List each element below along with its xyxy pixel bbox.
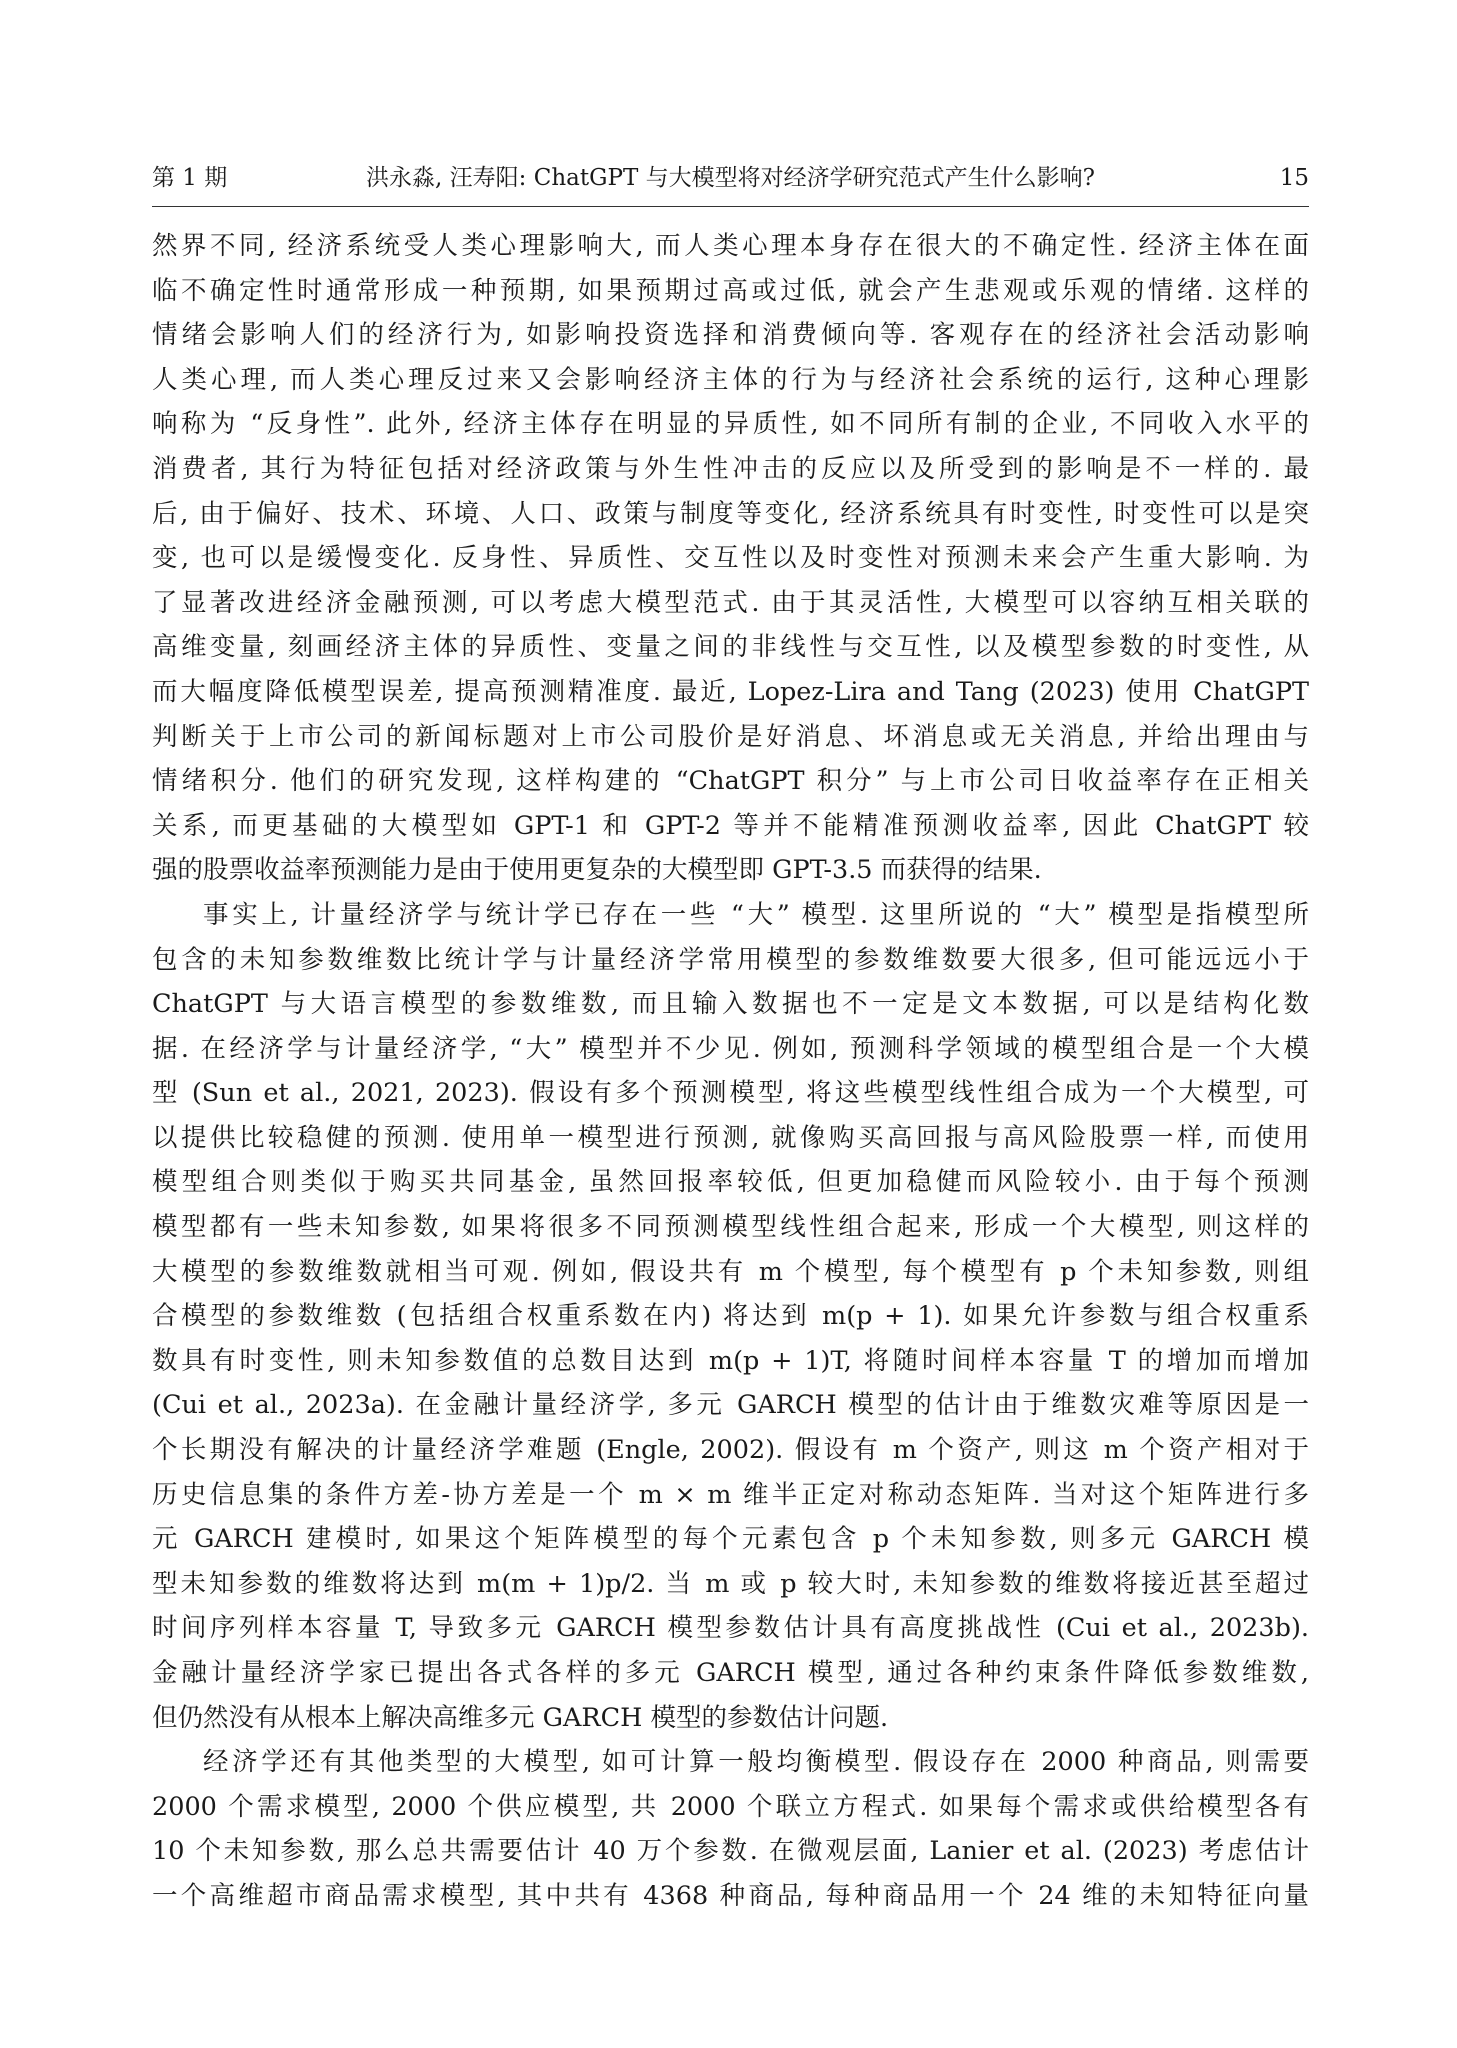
paragraph [152,224,1309,893]
header-rule [152,206,1309,207]
text-line: 然界不同, 经济系统受人类心理影响大, 而人类心理本身存在很大的不确定性. 经济主体在面 [152,231,1309,261]
text-line: 模型都有一些未知参数, 如果将很多不同预测模型线性组合起来, 形成一个大模型, 则这样的 [152,1212,1309,1243]
text-line: 事实上, 计量经济学与统计学已存在一些 “大” 模型. 这里所说的 “大” 模型是指模型所 [203,899,1309,930]
text-line: 型未知参数的维数将达到 m(m + 1)p/2. 当 m 或 p 较大时, 未知参数的维数将接近甚至超过 [152,1568,1309,1599]
text-line: 情绪积分. 他们的研究发现, 这样构建的 “ChatGPT 积分” 与上市公司日收益率存在正相关 [152,766,1309,797]
text-line: 元 GARCH 建模时, 如果这个矩阵模型的每个元素包含 p 个未知参数, 则多元 GARCH 模 [152,1524,1309,1555]
text-line: 模型组合则类似于购买共同基金, 虽然回报率较低, 但更加稳健而风险较小. 由于每个预测 [152,1167,1309,1198]
text-line: 10 个未知参数, 那么总共需要估计 40 万个参数. 在微观层面, Lanier et al. (2023) 考虑估计 [152,1836,1309,1867]
page-number: 15 [1279,165,1309,191]
text-line: 关系, 而更基础的大模型如 GPT-1 和 GPT-2 等并不能精准预测收益率, 因此 ChatGPT 较 [152,810,1309,841]
text-line: 人类心理, 而人类心理反过来又会影响经济主体的行为与经济社会系统的运行, 这种心理影 [152,364,1309,395]
text-line: 2000 个需求模型, 2000 个供应模型, 共 2000 个联立方程式. 如果每个需求或供给模型各有 [152,1791,1309,1822]
body-text [152,224,1309,1919]
running-header [152,160,1309,196]
text-line: 历史信息集的条件方差-协方差是一个 m × m 维半正定对称动态矩阵. 当对这个矩阵进行多 [152,1479,1309,1510]
text-line: 消费者, 其行为特征包括对经济政策与外生性冲击的反应以及所受到的影响是不一样的. 最 [152,453,1309,484]
text-line: 型 (Sun et al., 2021, 2023). 假设有多个预测模型, 将这些模型线性组合成为一个大模型, 可 [152,1078,1309,1109]
paragraph [152,1740,1309,1918]
text-line: 而大幅度降低模型误差, 提高预测精准度. 最近, Lopez-Lira and Tang (2023) 使用 ChatGPT [152,676,1309,707]
text-line: 个长期没有解决的计量经济学难题 (Engle, 2002). 假设有 m 个资产, 则这 m 个资产相对于 [152,1435,1309,1466]
text-line: 判断关于上市公司的新闻标题对上市公司股价是好消息、坏消息或无关消息, 并给出理由与 [152,721,1309,752]
text-line: 临不确定性时通常形成一种预期, 如果预期过高或过低, 就会产生悲观或乐观的情绪. 这样的 [152,275,1309,306]
text-line: 以提供比较稳健的预测. 使用单一模型进行预测, 就像购买高回报与高风险股票一样, 而使用 [152,1122,1309,1153]
text-line: 后, 由于偏好、技术、环境、人口、政策与制度等变化, 经济系统具有时变性, 时变性可以是突 [152,498,1309,529]
text-line: 但仍然没有从根本上解决高维多元 GARCH 模型的参数估计问题. [152,1702,889,1733]
text-line: 一个高维超市商品需求模型, 其中共有 4368 种商品, 每种商品用一个 24 维的未知特征向量 [152,1880,1309,1911]
text-line: 经济学还有其他类型的大模型, 如可计算一般均衡模型. 假设存在 2000 种商品, 则需要 [203,1747,1309,1778]
text-line: 合模型的参数维数 (包括组合权重系数在内) 将达到 m(p + 1). 如果允许参数与组合权重系 [152,1301,1309,1332]
text-line: 时间序列样本容量 T, 导致多元 GARCH 模型参数估计具有高度挑战性 (Cui et al., 2023b). [152,1613,1309,1644]
text-line: 了显著改进经济金融预测, 可以考虑大模型范式. 由于其灵活性, 大模型可以容纳互相关联的 [152,587,1309,618]
paragraph [152,893,1309,1740]
issue-label: 第 1 期 [152,165,228,191]
text-line: 金融计量经济学家已提出各式各样的多元 GARCH 模型, 通过各种约束条件降低参数维数, [152,1658,1309,1688]
text-line: 强的股票收益率预测能力是由于使用更复杂的大模型即 GPT-3.5 而获得的结果. [152,855,1042,886]
text-line: ChatGPT 与大语言模型的参数维数, 而且输入数据也不一定是文本数据, 可以是结构化数 [152,989,1309,1020]
text-line: (Cui et al., 2023a). 在金融计量经济学, 多元 GARCH 模型的估计由于维数灾难等原因是一 [152,1390,1309,1421]
text-line: 情绪会影响人们的经济行为, 如影响投资选择和消费倾向等. 客观存在的经济社会活动影响 [152,320,1309,351]
running-title: 洪永淼, 汪寿阳: ChatGPT 与大模型将对经济学研究范式产生什么影响? [366,165,1095,191]
text-line: 据. 在经济学与计量经济学, “大” 模型并不少见. 例如, 预测科学领域的模型组合是一个大模 [152,1033,1309,1064]
text-line: 大模型的参数维数就相当可观. 例如, 假设共有 m 个模型, 每个模型有 p 个未知参数, 则组 [152,1256,1309,1287]
text-line: 高维变量, 刻画经济主体的异质性、变量之间的非线性与交互性, 以及模型参数的时变性, 从 [152,632,1309,663]
text-line: 包含的未知参数维数比统计学与计量经济学常用模型的参数维数要大很多, 但可能远远小于 [152,944,1309,975]
text-line: 数具有时变性, 则未知参数值的总数目达到 m(p + 1)T, 将随时间样本容量 T 的增加而增加 [152,1345,1309,1376]
text-line: 响称为 “反身性”. 此外, 经济主体存在明显的异质性, 如不同所有制的企业, 不同收入水平的 [152,409,1309,440]
text-line: 变, 也可以是缓慢变化. 反身性、异质性、交互性以及时变性对预测未来会产生重大影响. 为 [152,543,1309,574]
